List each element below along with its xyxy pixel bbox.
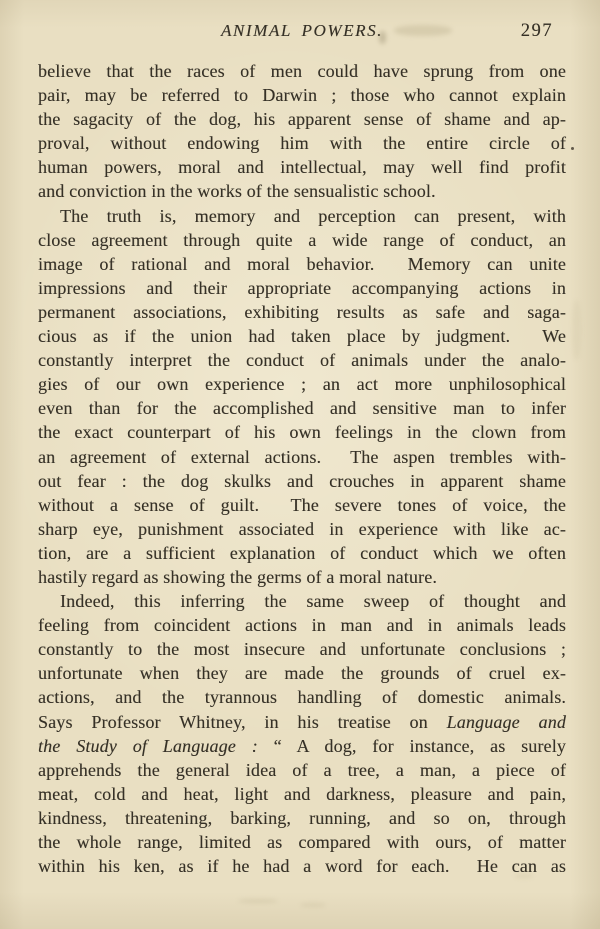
text-segment: Says Professor Whitney, in his treatise on — [38, 711, 447, 732]
text-segment: out fear : the dog skulks and crouches in apparent shame — [38, 470, 566, 491]
text-segment: unfortunate when they are made the grounds of cruel ex- — [38, 663, 566, 684]
text-segment: and conviction in the works of the sensualistic school. — [38, 181, 436, 202]
italic-text: Language and — [446, 711, 566, 732]
text-segment: pair, may be referred to Darwin ; those who cannot explain — [38, 85, 566, 106]
page-header — [38, 21, 566, 43]
text-line — [38, 685, 566, 709]
text-segment: sharp eye, punishment associated in experience with like ac- — [38, 518, 566, 539]
text-segment: constantly interpret the conduct of animals under the analo- — [38, 350, 566, 371]
text-segment: The truth is, memory and perception can present, with — [60, 205, 566, 226]
text-line — [38, 396, 566, 420]
text-segment: the sagacity of the dog, his apparent sense of shame and ap- — [38, 109, 566, 130]
text-line — [38, 155, 566, 179]
text-segment: kindness, threatening, barking, running, and so on, through — [38, 807, 566, 828]
text-line — [38, 372, 566, 396]
text-segment: cious as if the union had taken place by judgment. We — [38, 326, 566, 347]
running-title: ANIMAL POWERS. — [220, 21, 384, 40]
text-line — [38, 204, 566, 228]
text-segment: feeling from coincident actions in man and in animals leads — [38, 615, 566, 636]
text-line — [38, 469, 566, 493]
text-line — [38, 661, 566, 685]
text-line — [38, 131, 566, 155]
text-line — [38, 589, 566, 613]
text-segment: even than for the accomplished and sensitive man to infer — [38, 398, 566, 419]
scan-artifact — [238, 899, 278, 903]
text-segment: Indeed, this inferring the same sweep of thought and — [60, 591, 566, 612]
paragraph — [38, 204, 566, 590]
text-line — [38, 107, 566, 131]
text-line — [38, 59, 566, 83]
text-segment: tion, are a sufficient explanation of conduct which we often — [38, 542, 566, 563]
text-segment: believe that the races of men could have sprung from one — [38, 61, 566, 81]
text-line — [38, 541, 566, 565]
text-segment: the whole range, limited as compared with ours, of matter — [38, 832, 566, 852]
text-line — [38, 179, 566, 203]
text-segment: close agreement through quite a wide range of conduct, an — [38, 229, 566, 250]
text-segment: within his ken, as if he had a word for each. He can as — [38, 856, 566, 877]
text-line — [38, 517, 566, 541]
text-line — [38, 734, 566, 758]
text-line — [38, 348, 566, 372]
scan-artifact — [300, 903, 326, 907]
paragraph — [38, 589, 566, 878]
paragraph — [38, 59, 566, 204]
text-segment: impressions and their appropriate accompanying actions in — [38, 277, 566, 298]
text-line — [38, 300, 566, 324]
text-segment: without a sense of guilt. The severe tones of voice, the — [38, 494, 566, 515]
page-number: 297 — [520, 21, 553, 41]
text-line — [38, 493, 566, 517]
text-line — [38, 758, 566, 782]
text-line — [38, 324, 566, 348]
text-segment: an agreement of external actions. The aspen trembles with- — [38, 446, 566, 467]
text-segment: hastily regard as showing the germs of a moral nature. — [38, 566, 437, 587]
text-line — [38, 276, 566, 300]
text-line — [38, 565, 566, 589]
italic-text: the Study of Language : — [38, 735, 274, 756]
text-segment: gies of our own experience ; an act more unphilosophical — [38, 374, 566, 395]
text-segment: permanent associations, exhibiting results as safe and saga- — [38, 301, 566, 322]
text-line — [38, 228, 566, 252]
text-segment: proval, without endowing him with the entire circle of — [38, 133, 566, 154]
text-line — [38, 445, 566, 469]
text-segment: human powers, moral and intellectual, may well find profit — [38, 157, 566, 178]
text-segment: the exact counterpart of his own feelings in the clown from — [38, 422, 566, 443]
text-line — [38, 782, 566, 806]
ink-speck — [571, 147, 574, 150]
text-line — [38, 83, 566, 107]
text-line — [38, 854, 566, 878]
scan-artifact — [379, 31, 386, 44]
text-segment: apprehends the general idea of a tree, a man, a piece of — [38, 759, 566, 780]
scan-artifact — [572, 300, 581, 360]
text-line — [38, 637, 566, 661]
body-text — [38, 59, 566, 878]
scan-artifact — [515, 874, 533, 878]
text-line — [38, 252, 566, 276]
text-line — [38, 806, 566, 830]
text-line — [38, 830, 566, 854]
text-line — [38, 613, 566, 637]
text-segment: image of rational and moral behavior. Memory can unite — [38, 253, 566, 274]
text-segment: “ A dog, for instance, as surely — [273, 735, 566, 756]
text-line — [38, 420, 566, 444]
text-line — [38, 710, 566, 734]
scan-artifact — [394, 25, 452, 36]
text-segment: meat, cold and heat, light and darkness, pleasure and pain, — [38, 783, 566, 804]
text-segment: constantly to the most insecure and unfortunate conclusions ; — [38, 639, 566, 660]
text-segment: actions, and the tyrannous handling of domestic animals. — [38, 687, 566, 708]
